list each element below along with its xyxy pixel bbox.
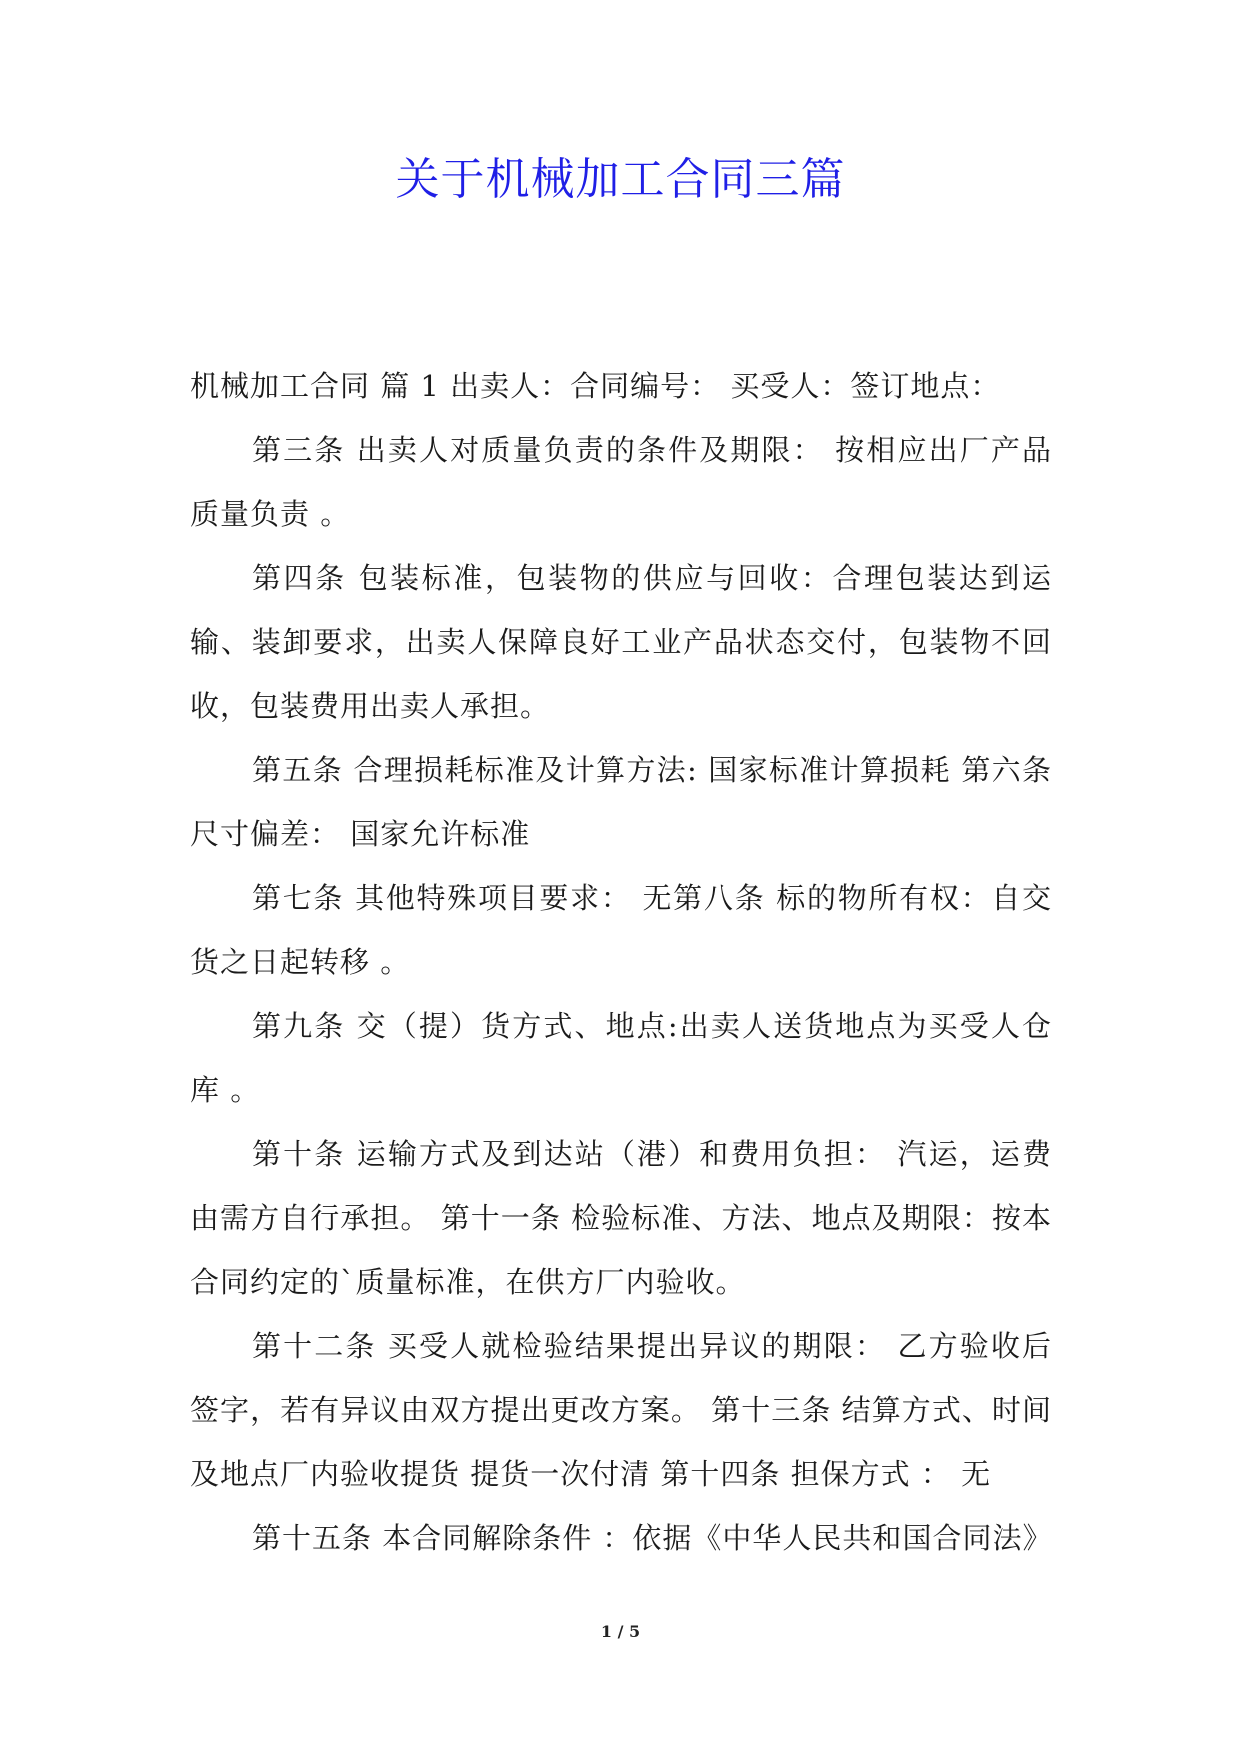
paragraph-9: 第十五条 本合同解除条件 ：依据《中华人民共和国合同法》 bbox=[252, 1521, 1053, 1555]
paragraph-8: 第十二条 买受人就检验结果提出异议的期限： 乙方验收后签字，若有异议由双方提出更改方案。 第十三条 结算方式、时间及地点厂内验收提货 提货一次付清 第十四条 担保方式 ： 无 bbox=[190, 1329, 1052, 1491]
paragraph-6: 第九条 交（提）货方式、地点:出卖人送货地点为买受人仓库 。 bbox=[190, 1009, 1052, 1107]
paragraph-1: 机械加工合同 篇 1 出卖人：合同编号： 买受人：签订地点： bbox=[190, 369, 1001, 403]
paragraph-5: 第七条 其他特殊项目要求： 无第八条 标的物所有权：自交货之日起转移 。 bbox=[190, 881, 1052, 979]
paragraph-7: 第十条 运输方式及到达站（港）和费用负担： 汽运，运费由需方自行承担。 第十一条 检验标准、方法、地点及期限：按本合同约定的`质量标准，在供方厂内验收。 bbox=[190, 1137, 1052, 1299]
paragraph-3: 第四条 包装标准，包装物的供应与回收：合理包装达到运输、装卸要求，出卖人保障良好工业产品状态交付，包装物不回收，包装费用出卖人承担。 bbox=[190, 561, 1052, 723]
paragraph-2: 第三条 出卖人对质量负责的条件及期限： 按相应出厂产品质量负责 。 bbox=[190, 433, 1052, 531]
page-number: 1 / 5 bbox=[600, 1622, 641, 1641]
document-body bbox=[190, 354, 1052, 1570]
document-title: 关于机械加工合同三篇 bbox=[395, 154, 846, 205]
paragraph-4: 第五条 合理损耗标准及计算方法: 国家标准计算损耗 第六条 尺寸偏差： 国家允许标准 bbox=[190, 753, 1052, 851]
